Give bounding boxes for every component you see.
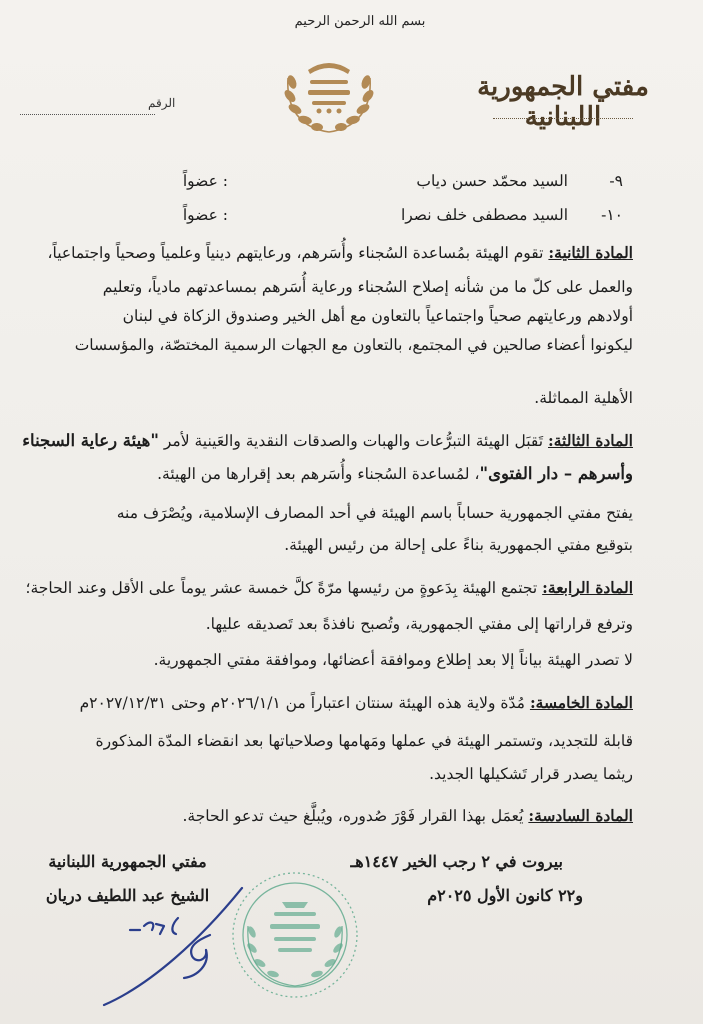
article-two-line: ليكونوا أعضاء صالحين في المجتمع، بالتعاون مع الجهات الرسمية المختصّة، والمؤسسات xyxy=(74,336,633,354)
crest-emblem-icon xyxy=(278,48,380,138)
institution-underline xyxy=(493,118,633,119)
reference-label: الرقم xyxy=(148,96,176,110)
date-gregorian: و٢٢ كانون الأول ٢٠٢٥م xyxy=(427,886,583,905)
article-four-line: وترفع قراراتها إلى مفتي الجمهورية، وتُصبح نافذةً بعد تَصديقه عليها. xyxy=(205,615,633,633)
member-number: ٩- xyxy=(609,172,623,190)
member-number: ١٠- xyxy=(601,206,623,224)
basmala: بسم الله الرحمن الرحيم xyxy=(294,14,426,29)
member-row xyxy=(103,172,623,194)
article-two-line: الأهلية المماثلة. xyxy=(534,389,633,407)
member-role: : عضواً xyxy=(182,206,228,224)
handwritten-signature xyxy=(60,880,250,1010)
article-three-line xyxy=(68,463,633,485)
article-three-line: يفتح مفتي الجمهورية حساباً باسم الهيئة في أحد المصارف الإسلامية، ويُصْرَف منه xyxy=(116,504,633,522)
article-two-heading: المادة الثانية: xyxy=(548,243,633,262)
member-name: السيد محمّد حسن دياب xyxy=(416,172,568,190)
signatory-name: الشيخ عبد اللطيف دريان xyxy=(45,886,210,905)
article-two-line xyxy=(47,243,633,264)
committee-name-part1: "هيئة رعاية السجناء xyxy=(22,431,159,450)
committee-name-part2: وأسرهم – دار الفتوى" xyxy=(479,464,633,483)
reference-line xyxy=(20,114,155,115)
article-three-line: بتوقيع مفتي الجمهورية بناءً على إحالة من رئيس الهيئة. xyxy=(284,536,633,554)
article-four-text: تجتمع الهيئة بِدَعوةٍ من رئيسها مرّةً كلَّ خمسة عشر يوماً على الأقل وعند الحاجة؛ xyxy=(25,579,538,597)
article-two-text: تقوم الهيئة بمُساعدة السُجناء وأُسَرهم، ورعايتهم دينياً وعلمياً وصحياً واجتماعياً، xyxy=(47,244,544,262)
article-five-line: ريثما يصدر قرار تَشكيلها الجديد. xyxy=(429,765,633,783)
article-three-text: ، لمُساعدة السُجناء وأُسَرهم بعد إقرارها من الهيئة. xyxy=(157,465,480,483)
article-two-line: أولادهم ورعايتهم صحياً واجتماعياً بالتعاون مع أهل الخير وصندوق الزكاة في لبنان xyxy=(122,307,633,325)
date-hijri: بيروت في ٢ رجب الخير ١٤٤٧هـ xyxy=(350,852,563,871)
article-five-heading: المادة الخامسة: xyxy=(529,693,633,712)
article-five-text: مُدّة ولاية هذه الهيئة سنتان اعتباراً من ٢٠٢٦/١/١م وحتى ٢٠٢٧/١٢/٣١م xyxy=(79,694,525,712)
article-two-line: والعمل على كلّ ما من شأنه إصلاح السُجناء ورعاية أُسَرهم بمساعدتهم مادياً، وتعليم xyxy=(102,278,633,296)
institution-name: مفتي الجمهورية اللبنانية xyxy=(477,72,649,132)
member-row xyxy=(103,206,623,228)
article-six-line xyxy=(68,806,633,827)
article-five-line xyxy=(68,693,633,714)
article-six-heading: المادة السادسة: xyxy=(528,806,633,825)
article-three-line xyxy=(22,430,633,452)
article-four-heading: المادة الرابعة: xyxy=(542,578,633,597)
signatory-title: مفتي الجمهورية اللبنانية xyxy=(48,852,207,871)
article-three-heading: المادة الثالثة: xyxy=(548,431,633,450)
member-role: : عضواً xyxy=(182,172,228,190)
member-name: السيد مصطفى خلف نصرا xyxy=(400,206,568,224)
article-four-line xyxy=(25,578,633,599)
article-four-line: لا تصدر الهيئة بياناً إلا بعد إطلاع وموافقة أعضائها، وموافقة مفتي الجمهورية. xyxy=(153,651,633,669)
article-six-text: يُعمَل بهذا القرار فَوْرَ صُدوره، ويُبلَّغ حيث تدعو الحاجة. xyxy=(182,807,524,825)
article-five-line: قابلة للتجديد، وتستمر الهيئة في عملها ومَهامها وصلاحياتها بعد انقضاء المدّة المذكورة xyxy=(95,732,633,750)
article-three-text: تَقبَل الهيئة التبرُّعات والهبات والصدقات النقدية والعَينية لأمر xyxy=(163,432,544,450)
